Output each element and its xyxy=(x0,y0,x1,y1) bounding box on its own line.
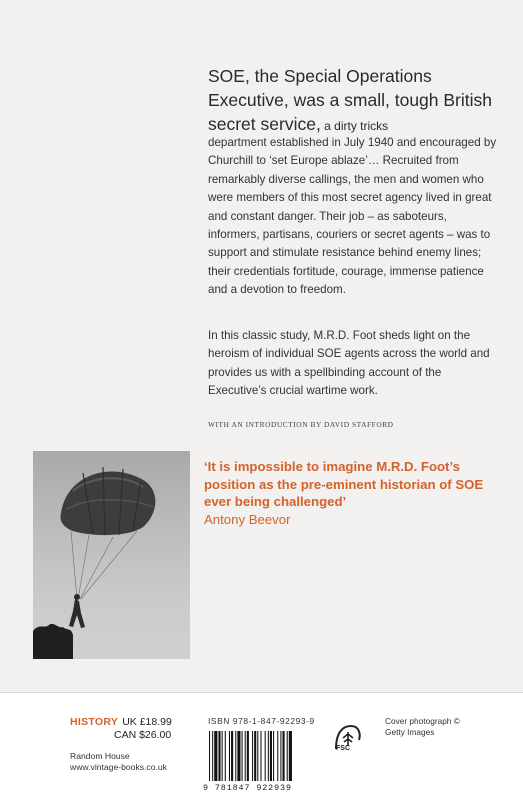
barcode-bar xyxy=(283,731,285,781)
price-block xyxy=(70,716,190,742)
barcode-bar xyxy=(277,731,278,781)
barcode-bar xyxy=(231,731,233,781)
barcode-bar xyxy=(225,731,226,781)
blurb-second-paragraph: In this classic study, M.R.D. Foot sheds light on the heroism of individual SOE agents across the world and provides us with a spellbinding account of the Executive’s crucial wartime work. xyxy=(208,329,490,398)
publisher-website: www.vintage-books.co.uk xyxy=(70,762,167,772)
introduction-credit: WITH AN INTRODUCTION BY DAVID STAFFORD xyxy=(208,420,394,429)
credit-line-2: Getty Images xyxy=(385,727,435,737)
lead-small-text: a dirty tricks xyxy=(320,119,389,133)
fsc-tree-logo-icon xyxy=(333,715,363,759)
review-quote: ‘It is impossible to imagine M.R.D. Foot’s position as the pre-eminent historian of SOE ever being challenged’ xyxy=(204,459,484,510)
barcode-bar xyxy=(260,731,261,781)
parachutist-photo xyxy=(33,451,190,659)
fsc-label: FSC xyxy=(336,745,350,752)
quote-author: Antony Beevor xyxy=(204,512,291,527)
barcode-graphic xyxy=(207,731,329,783)
price-uk: UK £18.99 xyxy=(122,716,172,728)
barcode-bar xyxy=(242,731,243,781)
publisher-info xyxy=(70,751,167,773)
barcode-bar xyxy=(247,731,249,781)
barcode-bar xyxy=(214,731,217,781)
lead-large-text: SOE, the Special Operations Executive, was a small, tough British secret service, xyxy=(208,66,493,134)
price-row-can xyxy=(70,729,190,742)
barcode-bar xyxy=(212,731,213,781)
barcode-bar xyxy=(245,731,246,781)
cover-credit xyxy=(385,716,460,738)
barcode-bar xyxy=(222,731,223,781)
lead-paragraph xyxy=(208,64,498,138)
footer-divider xyxy=(0,692,523,693)
barcode-bar xyxy=(268,731,269,781)
barcode-bar xyxy=(289,731,292,781)
barcode-bar xyxy=(252,731,253,781)
barcode-bar xyxy=(257,731,258,781)
publisher-name: Random House xyxy=(70,751,130,761)
blurb-body: department established in July 1940 and encouraged by Churchill to ‘set Europe ablaze’… Recruited from remarkably diverse callings, the men and women who were members of this most secret agency lived in great and constant danger. Their job – as saboteurs, informers, partisans, couriers or secret agents – was to support and stimulate resistance behind enemy lines; their credentials fortitude, courage, immense patience and a devotion to freedom. xyxy=(208,136,497,297)
barcode-bar xyxy=(209,731,210,781)
isbn-label: ISBN 978-1-847-92293-9 xyxy=(208,716,315,726)
price-row-uk xyxy=(70,716,190,729)
barcode-bar xyxy=(254,731,256,781)
barcode-bar xyxy=(229,731,230,781)
barcode-bar xyxy=(273,731,274,781)
parachute-illustration xyxy=(33,451,190,659)
barcode-bar xyxy=(237,731,240,781)
barcode-bar xyxy=(218,731,220,781)
credit-line-1: Cover photograph © xyxy=(385,716,460,726)
barcode-bar xyxy=(270,731,272,781)
barcode-digits: 9 781847 922939 xyxy=(203,783,292,793)
barcode-bar xyxy=(280,731,281,781)
barcode-bar xyxy=(235,731,236,781)
barcode-bar xyxy=(265,731,266,781)
price-can: CAN $26.00 xyxy=(114,729,172,741)
barcode-bar xyxy=(287,731,288,781)
genre-label: HISTORY xyxy=(70,716,119,728)
